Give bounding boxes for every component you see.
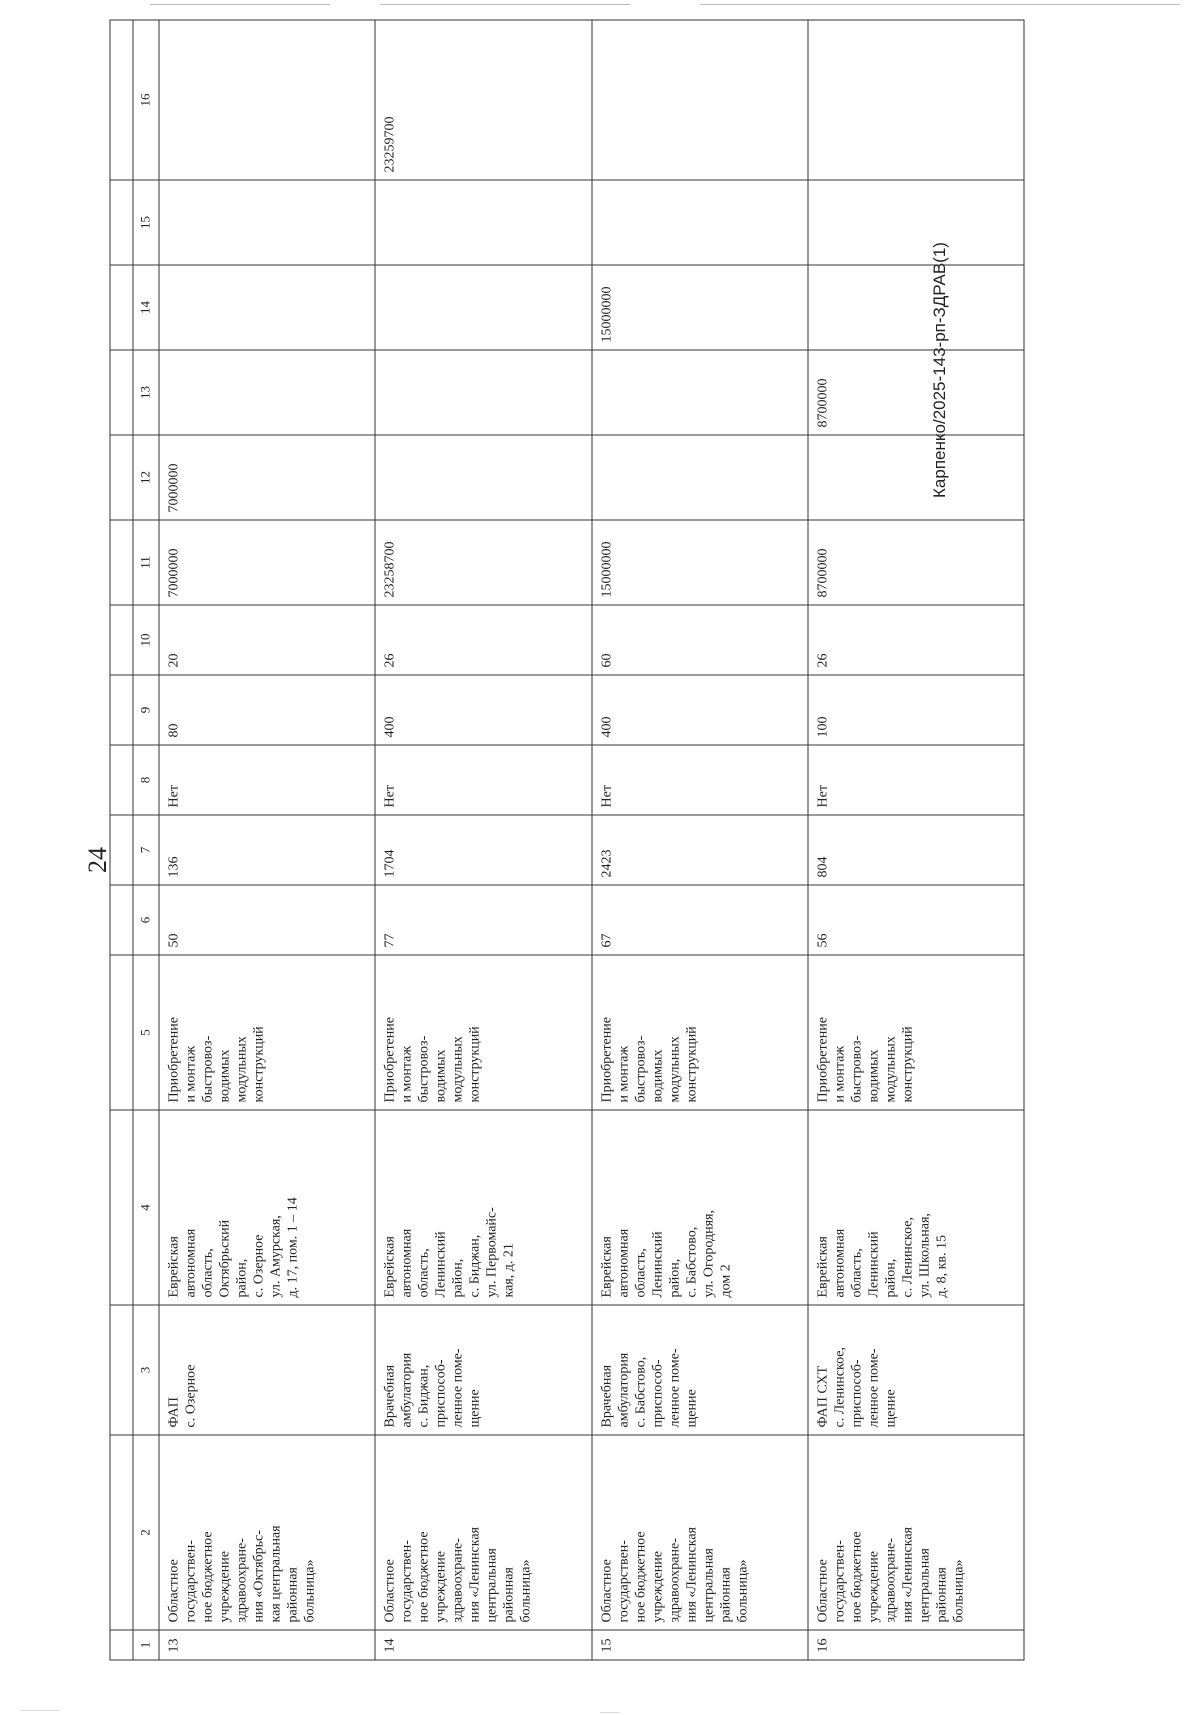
table-cell-col-13 xyxy=(375,350,591,435)
table-cell-col-2 xyxy=(592,1435,808,1630)
blank-cell xyxy=(110,1435,133,1630)
column-number: 12 xyxy=(133,435,159,520)
cell-text: 67 xyxy=(599,933,614,947)
cell-text: 100 xyxy=(815,716,831,737)
blank-cell xyxy=(110,1110,133,1305)
column-number: 16 xyxy=(133,20,159,180)
table-cell-col-5 xyxy=(808,955,1024,1110)
column-number: 8 xyxy=(133,745,159,815)
cell-text: 77 xyxy=(382,933,398,947)
table-cell-col-8 xyxy=(592,745,808,815)
cell-text: 15000000 xyxy=(599,541,614,597)
column-number: 7 xyxy=(133,815,159,885)
cell-text: 8700000 xyxy=(815,378,831,427)
cell-text: Нет xyxy=(382,784,398,807)
table-cell-col-11 xyxy=(592,520,808,605)
table-cell-col-15 xyxy=(159,180,375,265)
cell-text: Областное государствен- ное бюджетное учреждение здравоохране- ния «Октябрьс- кая центральная районная больница» xyxy=(166,1524,318,1622)
blank-cell xyxy=(110,180,133,265)
cell-text: Нет xyxy=(815,784,831,807)
column-number-row xyxy=(133,20,159,1660)
table-cell-col-4 xyxy=(592,1110,808,1305)
blank-cell xyxy=(110,520,133,605)
table-cell-col-7 xyxy=(808,815,1024,885)
cell-text: Областное государствен- ное бюджетное учреждение здравоохране- ния «Ленинская центральная районная больница» xyxy=(382,1526,534,1622)
table-cell-col-12 xyxy=(808,435,1024,520)
table-cell-col-12 xyxy=(375,435,591,520)
cell-text: 400 xyxy=(382,716,398,737)
table-cell-col-13 xyxy=(159,350,375,435)
table-cell-col-8 xyxy=(808,745,1024,815)
table-cell-col-5 xyxy=(592,955,808,1110)
blank-cell xyxy=(110,265,133,350)
cell-text: Областное государствен- ное бюджетное учреждение здравоохране- ния «Ленинская центральная районная больница» xyxy=(815,1526,967,1622)
table-cell-col-10 xyxy=(159,605,375,675)
table-cell-col-6 xyxy=(808,885,1024,955)
table-cell-col-16 xyxy=(375,20,591,180)
data-table xyxy=(110,19,1025,1660)
cell-text: ФАП СХТ с. Ленинское, приспособ- ленное поме- щение xyxy=(815,1346,899,1427)
column-number: 4 xyxy=(133,1110,159,1305)
cell-text: 136 xyxy=(166,856,182,877)
table-cell-col-2 xyxy=(159,1435,375,1630)
table-row xyxy=(808,20,1024,1660)
scan-rule xyxy=(150,4,330,5)
rotated-table-wrapper xyxy=(110,20,1025,1660)
cell-text: Приобретение и монтаж быстровоз- водимых модульных конструкций xyxy=(599,1016,699,1102)
table-cell-col-14 xyxy=(808,265,1024,350)
table-cell-col-3 xyxy=(375,1305,591,1435)
cell-text: Приобретение и монтаж быстровоз- водимых модульных конструкций xyxy=(166,1016,267,1102)
table-cell-col-10 xyxy=(592,605,808,675)
cell-text: Приобретение и монтаж быстровоз- водимых модульных конструкций xyxy=(815,1016,916,1102)
column-number: 3 xyxy=(133,1305,159,1435)
cell-text: Врачебная амбулатория с. Бабстово, приспособ- ленное поме- щение xyxy=(599,1347,699,1427)
table-cell-col-15 xyxy=(808,180,1024,265)
cell-text: Врачебная амбулатория с. Биджан, приспособ- ленное поме- щение xyxy=(382,1347,483,1427)
cell-text: 400 xyxy=(599,716,614,737)
table-cell-col-4 xyxy=(159,1110,375,1305)
table-cell-col-14 xyxy=(375,265,591,350)
cell-text: Приобретение и монтаж быстровоз- водимых модульных конструкций xyxy=(382,1016,483,1102)
cell-text: 7000000 xyxy=(166,463,182,512)
cell-text: Областное государствен- ное бюджетное учреждение здравоохране- ния «Ленинская центральная районная больница» xyxy=(599,1526,750,1622)
blank-cell xyxy=(110,1630,133,1660)
cell-text: 13 xyxy=(166,1638,182,1652)
table-cell-col-3 xyxy=(592,1305,808,1435)
table-cell-col-4 xyxy=(375,1110,591,1305)
table-cell-col-16 xyxy=(808,20,1024,180)
cell-text: Еврейская автономная область, Ленинский район, с. Биджан, ул. Первомайс- кая, д. 21 xyxy=(382,1206,517,1297)
document-code: Карпенко/2025-143-рп-ЗДРАВ(1) xyxy=(930,242,949,498)
table-cell-col-14 xyxy=(159,265,375,350)
column-number: 6 xyxy=(133,885,159,955)
blank-cell xyxy=(110,20,133,180)
blank-cell xyxy=(110,1305,133,1435)
cell-text: 2423 xyxy=(599,849,614,877)
cell-text: 1704 xyxy=(382,849,398,877)
table-cell-col-15 xyxy=(375,180,591,265)
cell-text: Еврейская автономная область, Ленинский район, с. Бабстово, ул. Огородняя, дом 2 xyxy=(599,1209,733,1297)
cell-text: 23258700 xyxy=(382,541,398,597)
blank-cell xyxy=(110,435,133,520)
cell-text: 14 xyxy=(382,1638,398,1652)
table-cell-col-9 xyxy=(592,675,808,745)
table-cell-col-13 xyxy=(808,350,1024,435)
column-number: 9 xyxy=(133,675,159,745)
cell-text: 60 xyxy=(599,653,614,667)
table-cell-col-7 xyxy=(375,815,591,885)
column-number: 1 xyxy=(133,1630,159,1660)
column-number: 10 xyxy=(133,605,159,675)
table-cell-col-4 xyxy=(808,1110,1024,1305)
blank-cell xyxy=(110,885,133,955)
table-cell-col-6 xyxy=(592,885,808,955)
table-cell-col-1 xyxy=(375,1630,591,1660)
table-cell-col-1 xyxy=(808,1630,1024,1660)
cell-text: 15 xyxy=(599,1638,614,1652)
blank-row xyxy=(110,20,133,1660)
table-cell-col-6 xyxy=(375,885,591,955)
cell-text: 23259700 xyxy=(382,116,398,172)
column-number: 2 xyxy=(133,1435,159,1630)
cell-text: 15000000 xyxy=(599,286,614,342)
table-cell-col-5 xyxy=(375,955,591,1110)
table-cell-col-2 xyxy=(808,1435,1024,1630)
page-number: 24 xyxy=(83,847,112,873)
blank-cell xyxy=(110,955,133,1110)
table-cell-col-9 xyxy=(375,675,591,745)
table-cell-col-12 xyxy=(592,435,808,520)
column-number: 11 xyxy=(133,520,159,605)
table-cell-col-3 xyxy=(808,1305,1024,1435)
blank-cell xyxy=(110,815,133,885)
table-cell-col-8 xyxy=(159,745,375,815)
table-cell-col-7 xyxy=(592,815,808,885)
cell-text: 26 xyxy=(382,653,398,667)
table-row xyxy=(159,20,375,1660)
cell-text: 7000000 xyxy=(166,548,182,597)
table-cell-col-1 xyxy=(592,1630,808,1660)
cell-text: 16 xyxy=(815,1638,831,1652)
cell-text: Нет xyxy=(166,784,182,807)
blank-cell xyxy=(110,675,133,745)
scan-mark xyxy=(20,1710,60,1711)
table-cell-col-10 xyxy=(375,605,591,675)
table-cell-col-16 xyxy=(159,20,375,180)
column-number: 5 xyxy=(133,955,159,1110)
scan-rule xyxy=(380,4,630,5)
cell-text: Еврейская автономная область, Октябрьский район, с. Озерное ул. Амурская, д. 17, пом. 1 – 14 xyxy=(166,1196,301,1297)
table-cell-col-6 xyxy=(159,885,375,955)
column-number: 15 xyxy=(133,180,159,265)
scan-rule xyxy=(700,4,1180,5)
scan-mark xyxy=(600,1712,620,1713)
cell-text: ФАП с. Озерное xyxy=(166,1364,199,1427)
column-number: 13 xyxy=(133,350,159,435)
table-cell-col-11 xyxy=(375,520,591,605)
table-cell-col-13 xyxy=(592,350,808,435)
table-cell-col-14 xyxy=(592,265,808,350)
cell-text: 50 xyxy=(166,933,182,947)
cell-text: Нет xyxy=(599,784,614,807)
cell-text: Еврейская автономная область, Ленинский район, с. Ленинское, ул. Школьная, д. 8, кв. 15 xyxy=(815,1212,950,1297)
table-cell-col-16 xyxy=(592,20,808,180)
table-cell-col-12 xyxy=(159,435,375,520)
blank-cell xyxy=(110,605,133,675)
table-row xyxy=(592,20,808,1660)
table-cell-col-2 xyxy=(375,1435,591,1630)
cell-text: 56 xyxy=(815,933,831,947)
table-cell-col-8 xyxy=(375,745,591,815)
cell-text: 80 xyxy=(166,723,182,737)
cell-text: 26 xyxy=(815,653,831,667)
table-cell-col-11 xyxy=(159,520,375,605)
blank-cell xyxy=(110,350,133,435)
cell-text: 20 xyxy=(166,653,182,667)
table-cell-col-15 xyxy=(592,180,808,265)
blank-cell xyxy=(110,745,133,815)
column-number: 14 xyxy=(133,265,159,350)
table-cell-col-10 xyxy=(808,605,1024,675)
cell-text: 8700000 xyxy=(815,548,831,597)
table-cell-col-7 xyxy=(159,815,375,885)
table-cell-col-3 xyxy=(159,1305,375,1435)
table-row xyxy=(375,20,591,1660)
table-cell-col-5 xyxy=(159,955,375,1110)
table-cell-col-9 xyxy=(159,675,375,745)
table-cell-col-9 xyxy=(808,675,1024,745)
cell-text: 804 xyxy=(815,856,831,877)
table-cell-col-11 xyxy=(808,520,1024,605)
table-cell-col-1 xyxy=(159,1630,375,1660)
